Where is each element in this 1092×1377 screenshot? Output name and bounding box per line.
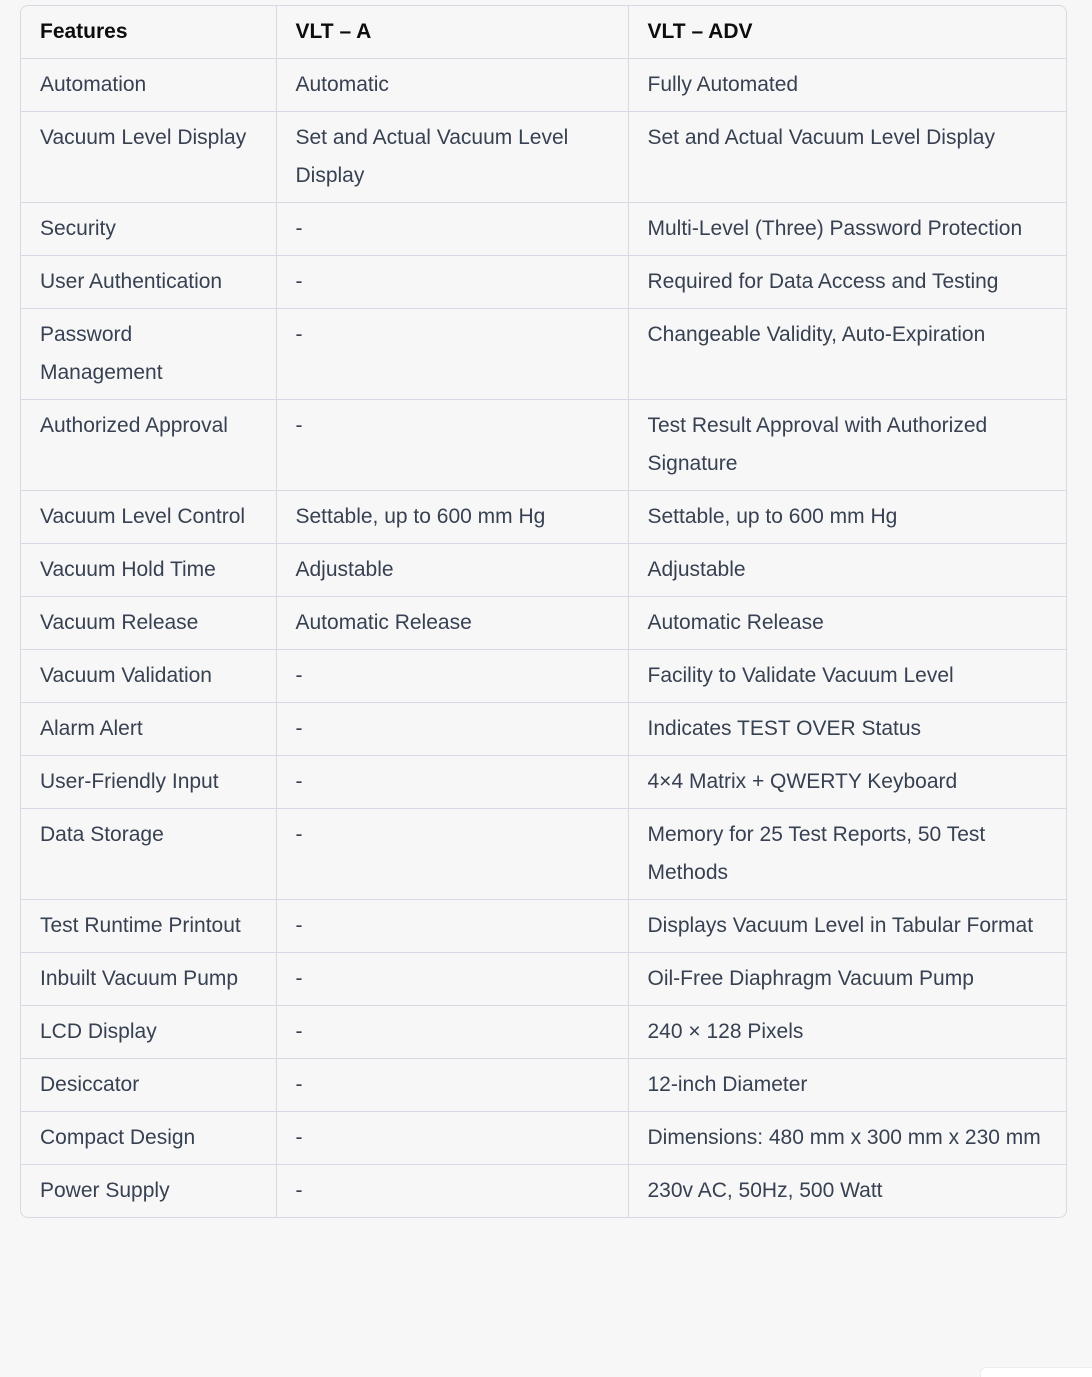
vlt-adv-cell: Memory for 25 Test Reports, 50 Test Methods [628,809,1066,900]
feature-cell: LCD Display [21,1006,276,1059]
vlt-a-cell: Settable, up to 600 mm Hg [276,491,628,544]
vlt-adv-cell: Facility to Validate Vacuum Level [628,650,1066,703]
vlt-a-cell: Automatic Release [276,597,628,650]
vlt-a-cell: - [276,703,628,756]
header-row [21,6,1066,59]
vlt-adv-cell: 240 × 128 Pixels [628,1006,1066,1059]
vlt-adv-cell: Test Result Approval with Authorized Signature [628,400,1066,491]
table-row [21,597,1066,650]
feature-cell: Vacuum Release [21,597,276,650]
feature-cell: Automation [21,59,276,112]
table-row [21,900,1066,953]
table-row [21,809,1066,900]
vlt-adv-cell: Oil-Free Diaphragm Vacuum Pump [628,953,1066,1006]
feature-cell: Vacuum Level Control [21,491,276,544]
table-row [21,256,1066,309]
comparison-table [21,6,1066,1217]
vlt-a-cell: - [276,1059,628,1112]
feature-cell: Data Storage [21,809,276,900]
table-row [21,953,1066,1006]
table-row [21,400,1066,491]
feature-cell: Authorized Approval [21,400,276,491]
header-vlt-a: VLT – A [276,6,628,59]
table-row [21,309,1066,400]
vlt-adv-cell: 230v AC, 50Hz, 500 Watt [647,1179,883,1202]
feature-cell: Password Management [21,309,276,400]
feature-cell: Power Supply [21,1165,276,1218]
table-row [21,756,1066,809]
feature-cell: Inbuilt Vacuum Pump [21,953,276,1006]
table-row [21,1059,1066,1112]
vlt-a-cell: - [276,1006,628,1059]
feature-cell: Compact Design [21,1112,276,1165]
feature-cell: Security [21,203,276,256]
vlt-a-cell: Adjustable [276,544,628,597]
feature-cell: Vacuum Level Display [21,112,276,203]
header-features: Features [21,6,276,59]
vlt-adv-cell: Displays Vacuum Level in Tabular Format [628,900,1066,953]
vlt-a-cell: - [276,203,628,256]
comparison-table-container [20,5,1067,1218]
vlt-a-cell: - [276,756,628,809]
vlt-a-cell: - [276,256,628,309]
feature-cell: Test Runtime Printout [21,900,276,953]
vlt-a-cell: - [276,400,628,491]
vlt-adv-cell: 4×4 Matrix + QWERTY Keyboard [628,756,1066,809]
vlt-a-cell: Set and Actual Vacuum Level Display [276,112,628,203]
vlt-adv-cell: Required for Data Access and Testing [628,256,1066,309]
table-row [21,650,1066,703]
feature-cell: User Authentication [21,256,276,309]
vlt-adv-cell: Dimensions: 480 mm x 300 mm x 230 mm [628,1112,1066,1165]
table-row [21,1006,1066,1059]
vlt-adv-cell: Changeable Validity, Auto-Expiration [628,309,1066,400]
table-row [21,544,1066,597]
vlt-adv-cell: Settable, up to 600 mm Hg [628,491,1066,544]
feature-cell: Vacuum Hold Time [21,544,276,597]
table-body [21,59,1066,1218]
vlt-a-cell: - [276,309,628,400]
table-row [21,703,1066,756]
vlt-a-cell: - [276,900,628,953]
feature-cell: Vacuum Validation [21,650,276,703]
vlt-adv-cell: Automatic Release [628,597,1066,650]
vlt-a-cell: - [276,809,628,900]
vlt-adv-cell: Multi-Level (Three) Password Protection [628,203,1066,256]
table-row [21,112,1066,203]
vlt-a-cell: Automatic [276,59,628,112]
vlt-a-cell: - [276,1165,628,1218]
vlt-a-cell: - [276,1112,628,1165]
vlt-adv-cell: Set and Actual Vacuum Level Display [628,112,1066,203]
table-row [21,203,1066,256]
vlt-adv-cell: Indicates TEST OVER Status [628,703,1066,756]
feature-cell: Desiccator [21,1059,276,1112]
table-row [21,491,1066,544]
vlt-adv-cell: Fully Automated [628,59,1066,112]
vlt-adv-cell: Adjustable [628,544,1066,597]
feature-cell: User-Friendly Input [21,756,276,809]
vlt-a-cell: - [276,650,628,703]
vlt-a-cell: - [276,953,628,1006]
table-row [21,59,1066,112]
header-vlt-adv: VLT – ADV [628,6,1066,59]
table-row [21,1112,1066,1165]
vlt-adv-cell: 12-inch Diameter [628,1059,1066,1112]
table-header [21,6,1066,59]
table-row [21,1165,1066,1218]
feature-cell: Alarm Alert [21,703,276,756]
